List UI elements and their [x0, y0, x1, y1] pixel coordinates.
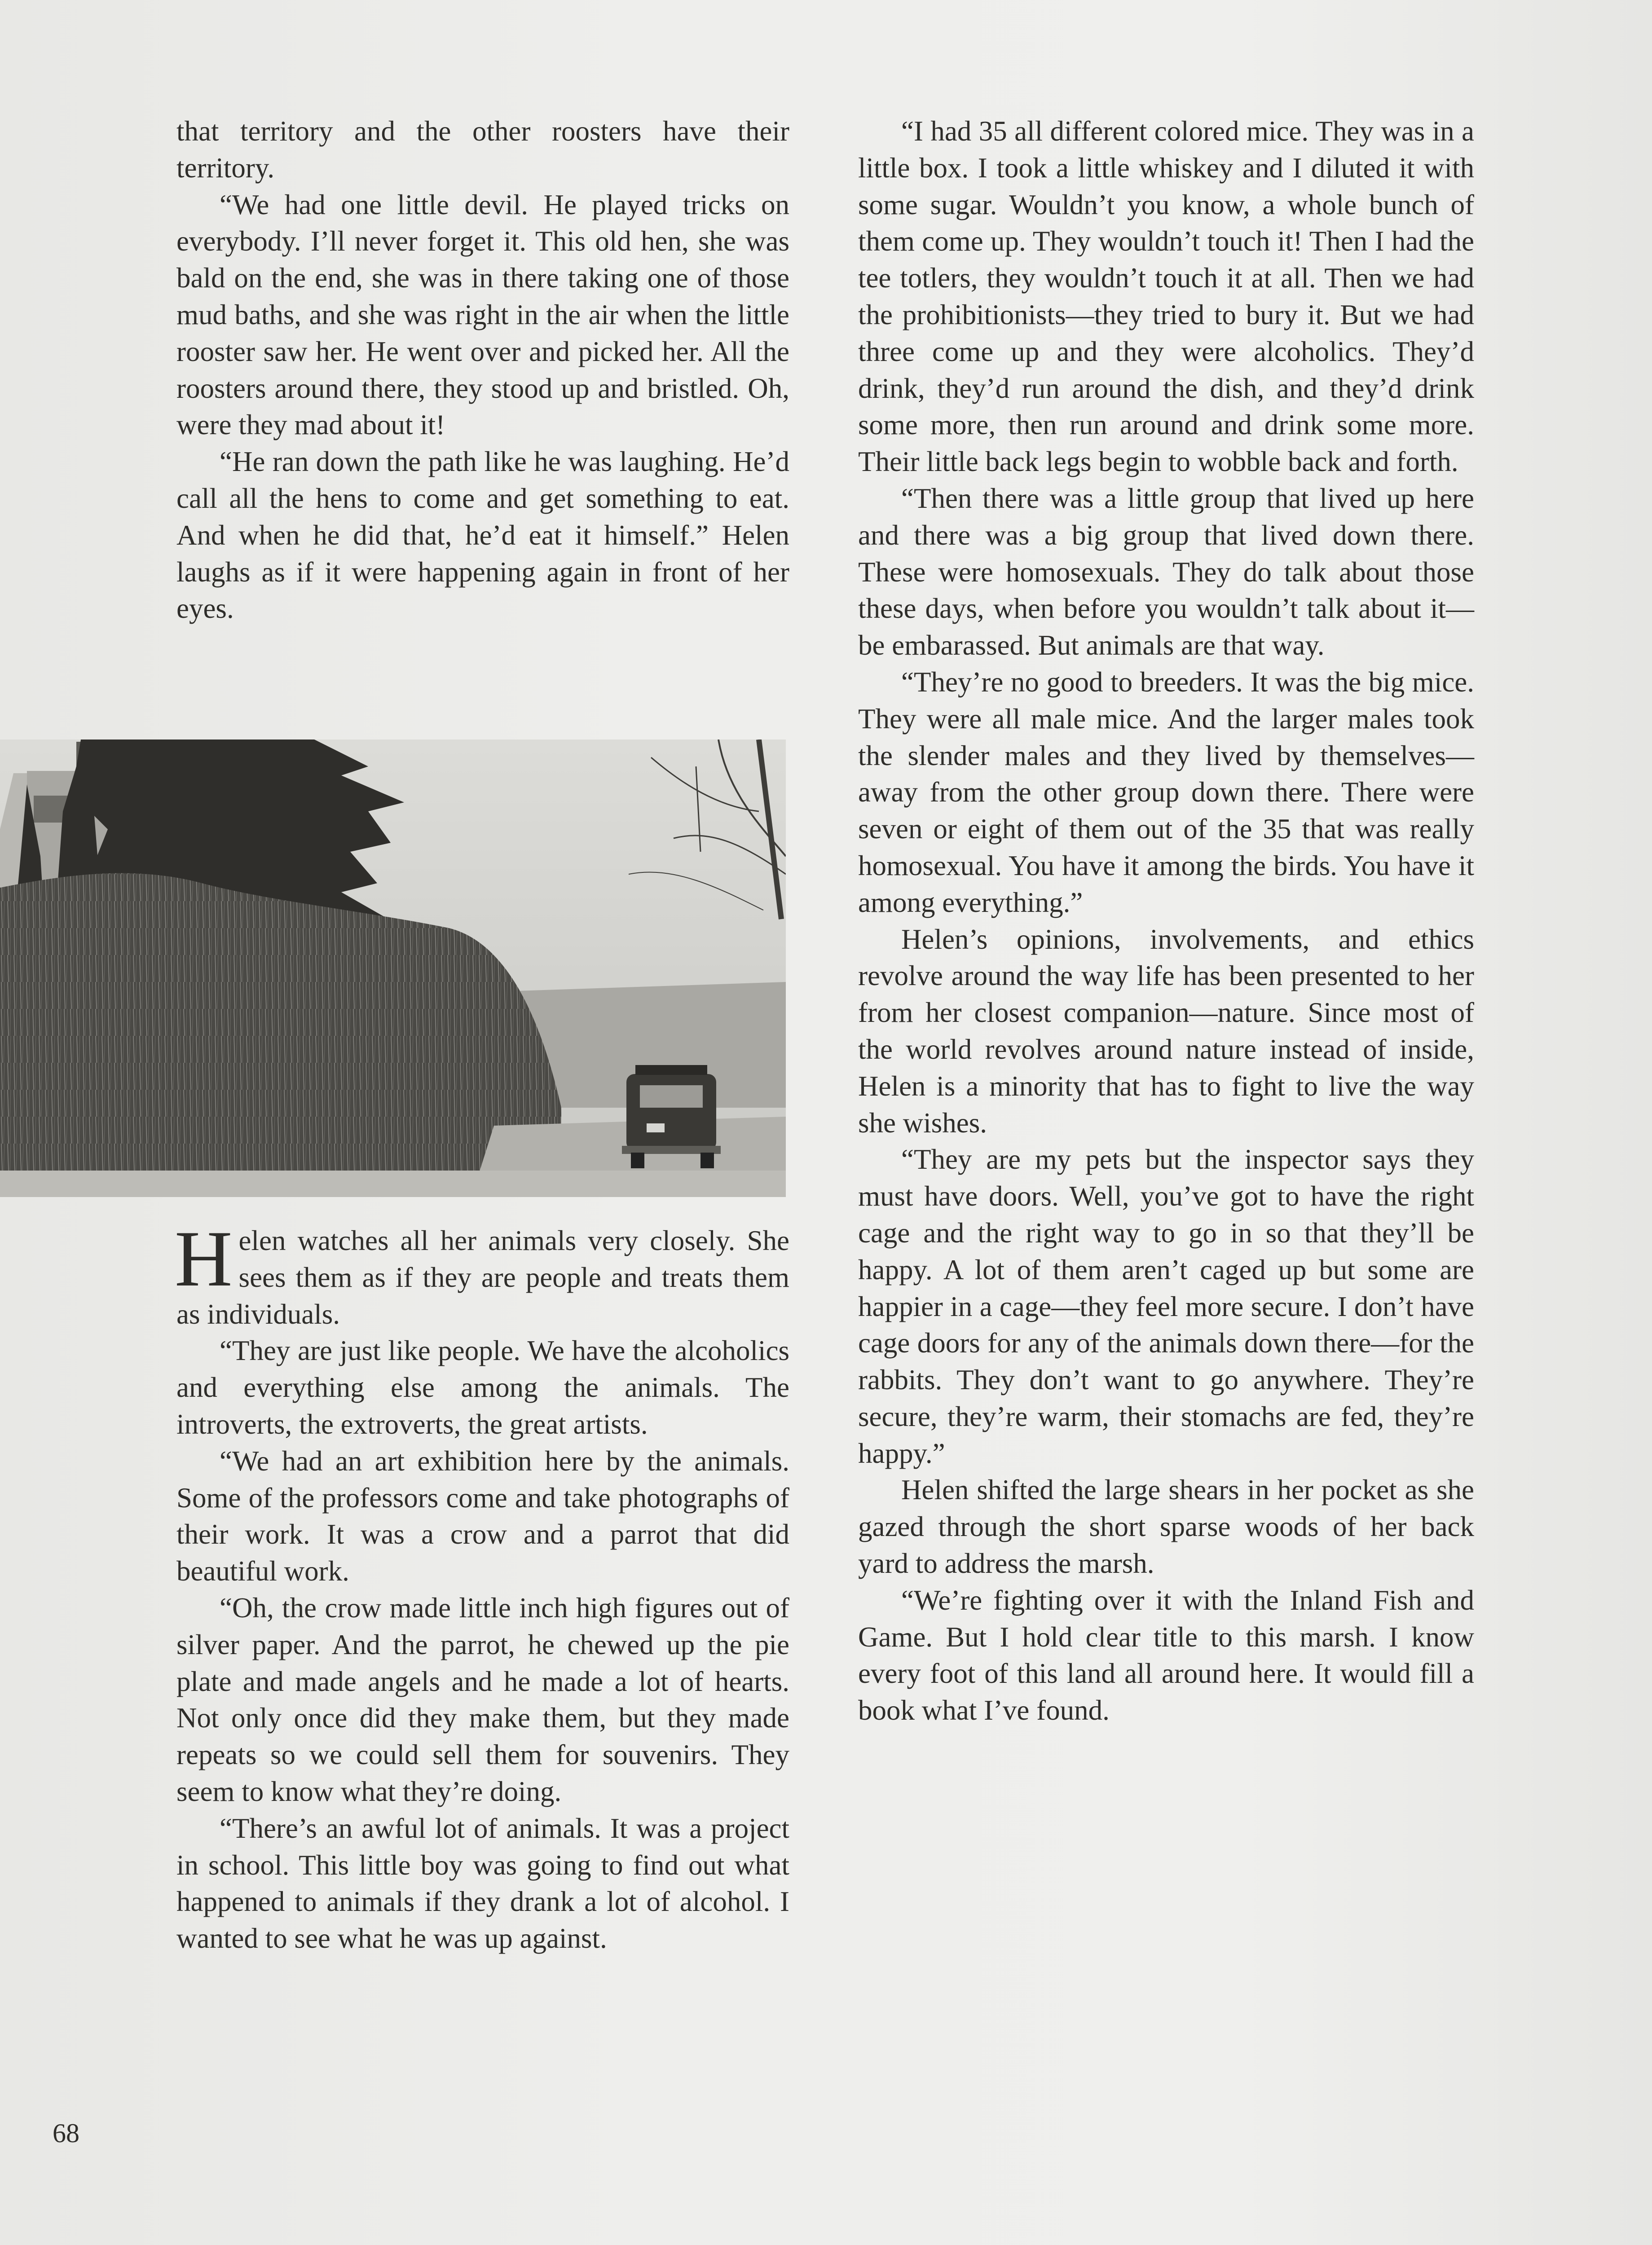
paragraph-text: elen watches all her animals very closely. She sees them as if they are people and treats them as individuals.	[176, 1225, 789, 1330]
left-column-bottom-text	[175, 1214, 789, 1957]
page-number: 68	[53, 2118, 79, 2148]
paragraph: “Then there was a little group that lived up here and there was a big group that lived down there. These were homosexuals. They do talk about those these days, when before you wouldn’t talk about it—be embarassed. But animals are that way.	[858, 482, 1474, 661]
left-column-top-text	[176, 113, 789, 627]
right-column-text	[858, 113, 1474, 1729]
station-wagon	[622, 1065, 721, 1168]
paragraph: “They’re no good to breeders. It was the big mice. They were all male mice. And the larger males took the slender males and they lived by themselves—away from the other group down there. There were seven or eight of them out of the 35 that was really homosexual. You have it among the birds. You have it among everything.”	[858, 666, 1474, 918]
paragraph: Helen’s opinions, involvements, and ethics revolve around the way life has been presented to her from her closest companion—nature. Since most of the world revolves around nature instead of inside, Helen is a minority that has to fight to live the way she wishes.	[858, 923, 1474, 1139]
paragraph: “We had an art exhibition here by the animals. Some of the professors come and take photographs of their work. It was a crow and a parrot that did beautiful work.	[176, 1445, 789, 1587]
paragraph: “We had one little devil. He played tricks on everybody. I’ll never forget it. This old hen, she was bald on the end, she was in there taking one of those mud baths, and she was right in the air when the little rooster saw her. He went over and picked her. All the roosters around there, they stood up and bristled. Oh, were they mad about it!	[176, 189, 789, 441]
paragraph	[175, 1214, 789, 1333]
house-with-trees-and-car-icon	[0, 740, 786, 1197]
drop-cap: H	[175, 1214, 233, 1303]
paragraph: “They are just like people. We have the alcoholics and everything else among the animals. The introverts, the extroverts, the great artists.	[176, 1335, 789, 1440]
paragraph: “There’s an awful lot of animals. It was a project in school. This little boy was going to find out what happened to animals if they drank a lot of alcohol. I wanted to see what he was up against.	[176, 1812, 789, 1954]
photograph-house-trees-car	[0, 740, 786, 1197]
paragraph: “They are my pets but the inspector says they must have doors. Well, you’ve got to have the right cage and the right way to go in so that they’ll be happy. A lot of them aren’t caged up but some are happier in a cage—they feel more secure. I don’t have cage doors for any of the animals down there—for the rabbits. They don’t want to go anywhere. They’re secure, they’re warm, their stomachs are fed, they’re happy.”	[858, 1144, 1474, 1469]
paragraph: that territory and the other roosters have their territory.	[176, 115, 789, 184]
paragraph: Helen shifted the large shears in her pocket as she gazed through the short sparse woods of her back yard to address the marsh.	[858, 1474, 1474, 1580]
paragraph: “I had 35 all different colored mice. They was in a little box. I took a little whiskey and I diluted it with some sugar. Wouldn’t you know, a whole bunch of them come up. They wouldn’t touch it! Then I had the tee totlers, they wouldn’t touch it at all. Then we had the prohibitionists—they tried to bury it. But we had three come up and they were alcoholics. They’d drink, they’d run around the dish, and they’d drink some more, then run around and drink some more. Their little back legs begin to wobble back and forth.	[858, 115, 1474, 478]
paragraph: “Oh, the crow made little inch high figures out of silver paper. And the parrot, he chewed up the pie plate and made angels and he made a lot of hearts. Not only once did they make them, but they made repeats so we could sell them for souvenirs. They seem to know what they’re doing.	[176, 1592, 789, 1807]
road	[0, 1171, 786, 1197]
paragraph: “We’re fighting over it with the Inland Fish and Game. But I hold clear title to this marsh. I know every foot of this land all around here. It would fill a book what I’ve found.	[858, 1584, 1474, 1726]
paragraph: “He ran down the path like he was laughing. He’d call all the hens to come and get something to eat. And when he did that, he’d eat it himself.” Helen laughs as if it were happening again in front of her eyes.	[176, 446, 789, 625]
